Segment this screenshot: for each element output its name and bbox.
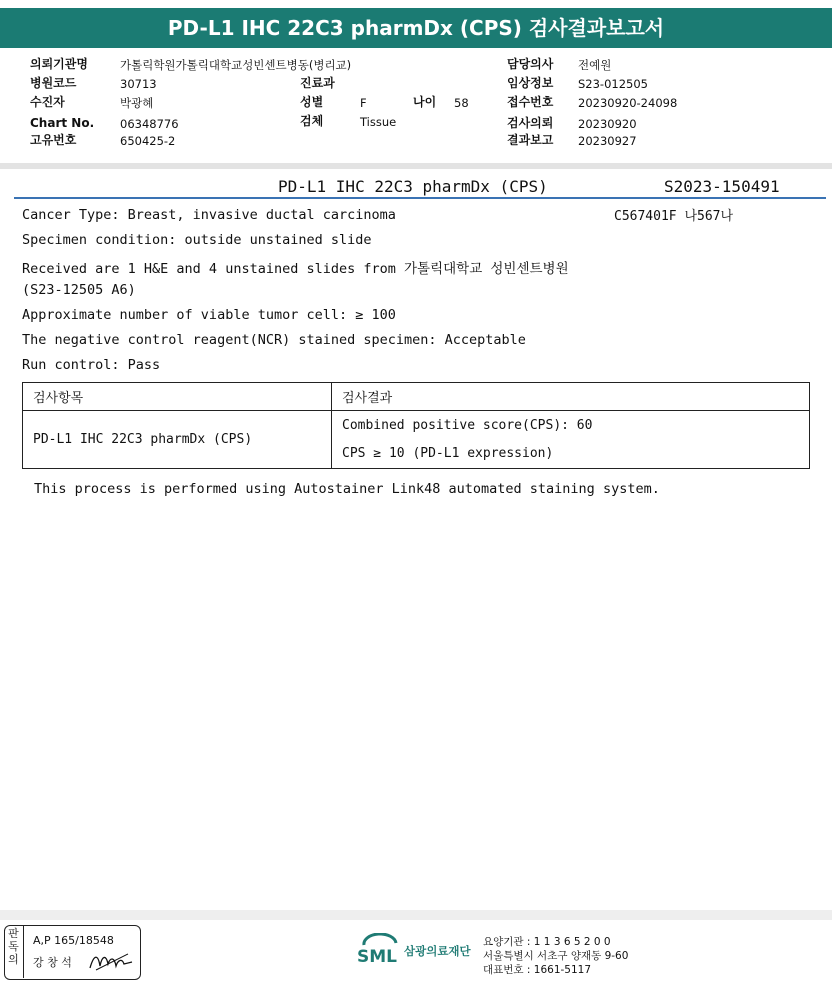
label-hospital-code: 병원코드 [30,76,77,90]
value-doctor: 전예원 [578,58,612,72]
value-clinical-info: S23-012505 [578,77,648,91]
value-age: 58 [454,96,469,110]
label-unique-no: 고유번호 [30,133,77,147]
header-divider [0,163,832,169]
sig-char: 독 [8,940,19,953]
logo-text: SML [357,947,397,967]
process-note: This process is performed using Autostainer Link48 automated staining system. [34,481,660,497]
report-line: (S23-12505 A6) [22,282,136,298]
report-id: S2023-150491 [664,177,780,196]
value-hospital-code: 30713 [120,77,157,91]
value-patient: 박광혜 [120,96,154,110]
report-title: PD-L1 IHC 22C3 pharmDx (CPS) 검사결과보고서 [0,8,832,48]
col-header-result: 검사결과 [332,383,810,411]
side-code: C567401F 나567나 [614,209,734,224]
sig-char: 판 [8,927,19,940]
report-line: Approximate number of viable tumor cell: ≥ 100 [22,307,396,323]
value-specimen: Tissue [360,115,397,129]
sml-logo-icon [356,933,402,969]
report-line: The negative control reagent(NCR) stained specimen: Acceptable [22,332,526,348]
result-item: PD-L1 IHC 22C3 pharmDx (CPS) [23,411,332,469]
heading-rule [14,197,826,199]
report-line: Specimen condition: outside unstained slide [22,232,372,248]
label-chart-no: Chart No. [30,116,95,130]
col-header-item: 검사항목 [23,383,332,411]
sig-name: 강 창 석 [33,956,72,969]
value-institution: 가톨릭학원가톨릭대학교성빈센트병동(병리교) [120,58,352,72]
sig-ap-number: A,P 165/18548 [33,934,114,947]
test-name-heading: PD-L1 IHC 22C3 pharmDx (CPS) [278,177,548,196]
label-age: 나이 [413,95,437,109]
label-patient: 수진자 [30,95,65,109]
provider-code: 요양기관 : 1 1 3 6 5 2 0 0 [483,936,611,948]
label-doctor: 담당의사 [507,57,554,71]
report-line: Cancer Type: Breast, invasive ductal carcinoma [22,207,396,223]
org-name: 삼광의료재단 [404,944,471,958]
value-unique-no: 650425-2 [120,134,176,148]
label-receipt-no: 접수번호 [507,95,554,109]
phone: 대표번호 : 1661-5117 [483,964,592,976]
report-line: Run control: Pass [22,357,161,373]
signature-label [4,925,24,978]
label-clinical-info: 임상정보 [507,76,554,90]
value-receipt-no: 20230920-24098 [578,96,678,110]
result-values [332,411,810,469]
label-report-date: 결과보고 [507,133,554,147]
footer-divider [0,910,832,920]
signature-mark [88,948,134,974]
value-report-date: 20230927 [578,134,637,148]
result-table [22,382,810,469]
value-sex: F [360,96,367,110]
label-department: 진료과 [300,76,335,90]
label-sex: 성별 [300,95,324,109]
value-chart-no: 06348776 [120,117,179,131]
label-request-date: 검사의뢰 [507,116,554,130]
address: 서울특별시 서초구 양재동 9-60 [483,950,629,962]
report-line: Received are 1 H&E and 4 unstained slides from 가톨릭대학교 성빈센트병원 [22,261,569,277]
value-request-date: 20230920 [578,117,637,131]
label-institution: 의뢰기관명 [30,57,88,71]
sml-logo [356,933,402,973]
result-cps-score: Combined positive score(CPS): 60 [342,417,593,433]
result-cps-interpretation: CPS ≥ 10 (PD-L1 expression) [342,445,554,461]
label-specimen: 검체 [300,114,324,128]
sig-char: 의 [8,953,19,966]
